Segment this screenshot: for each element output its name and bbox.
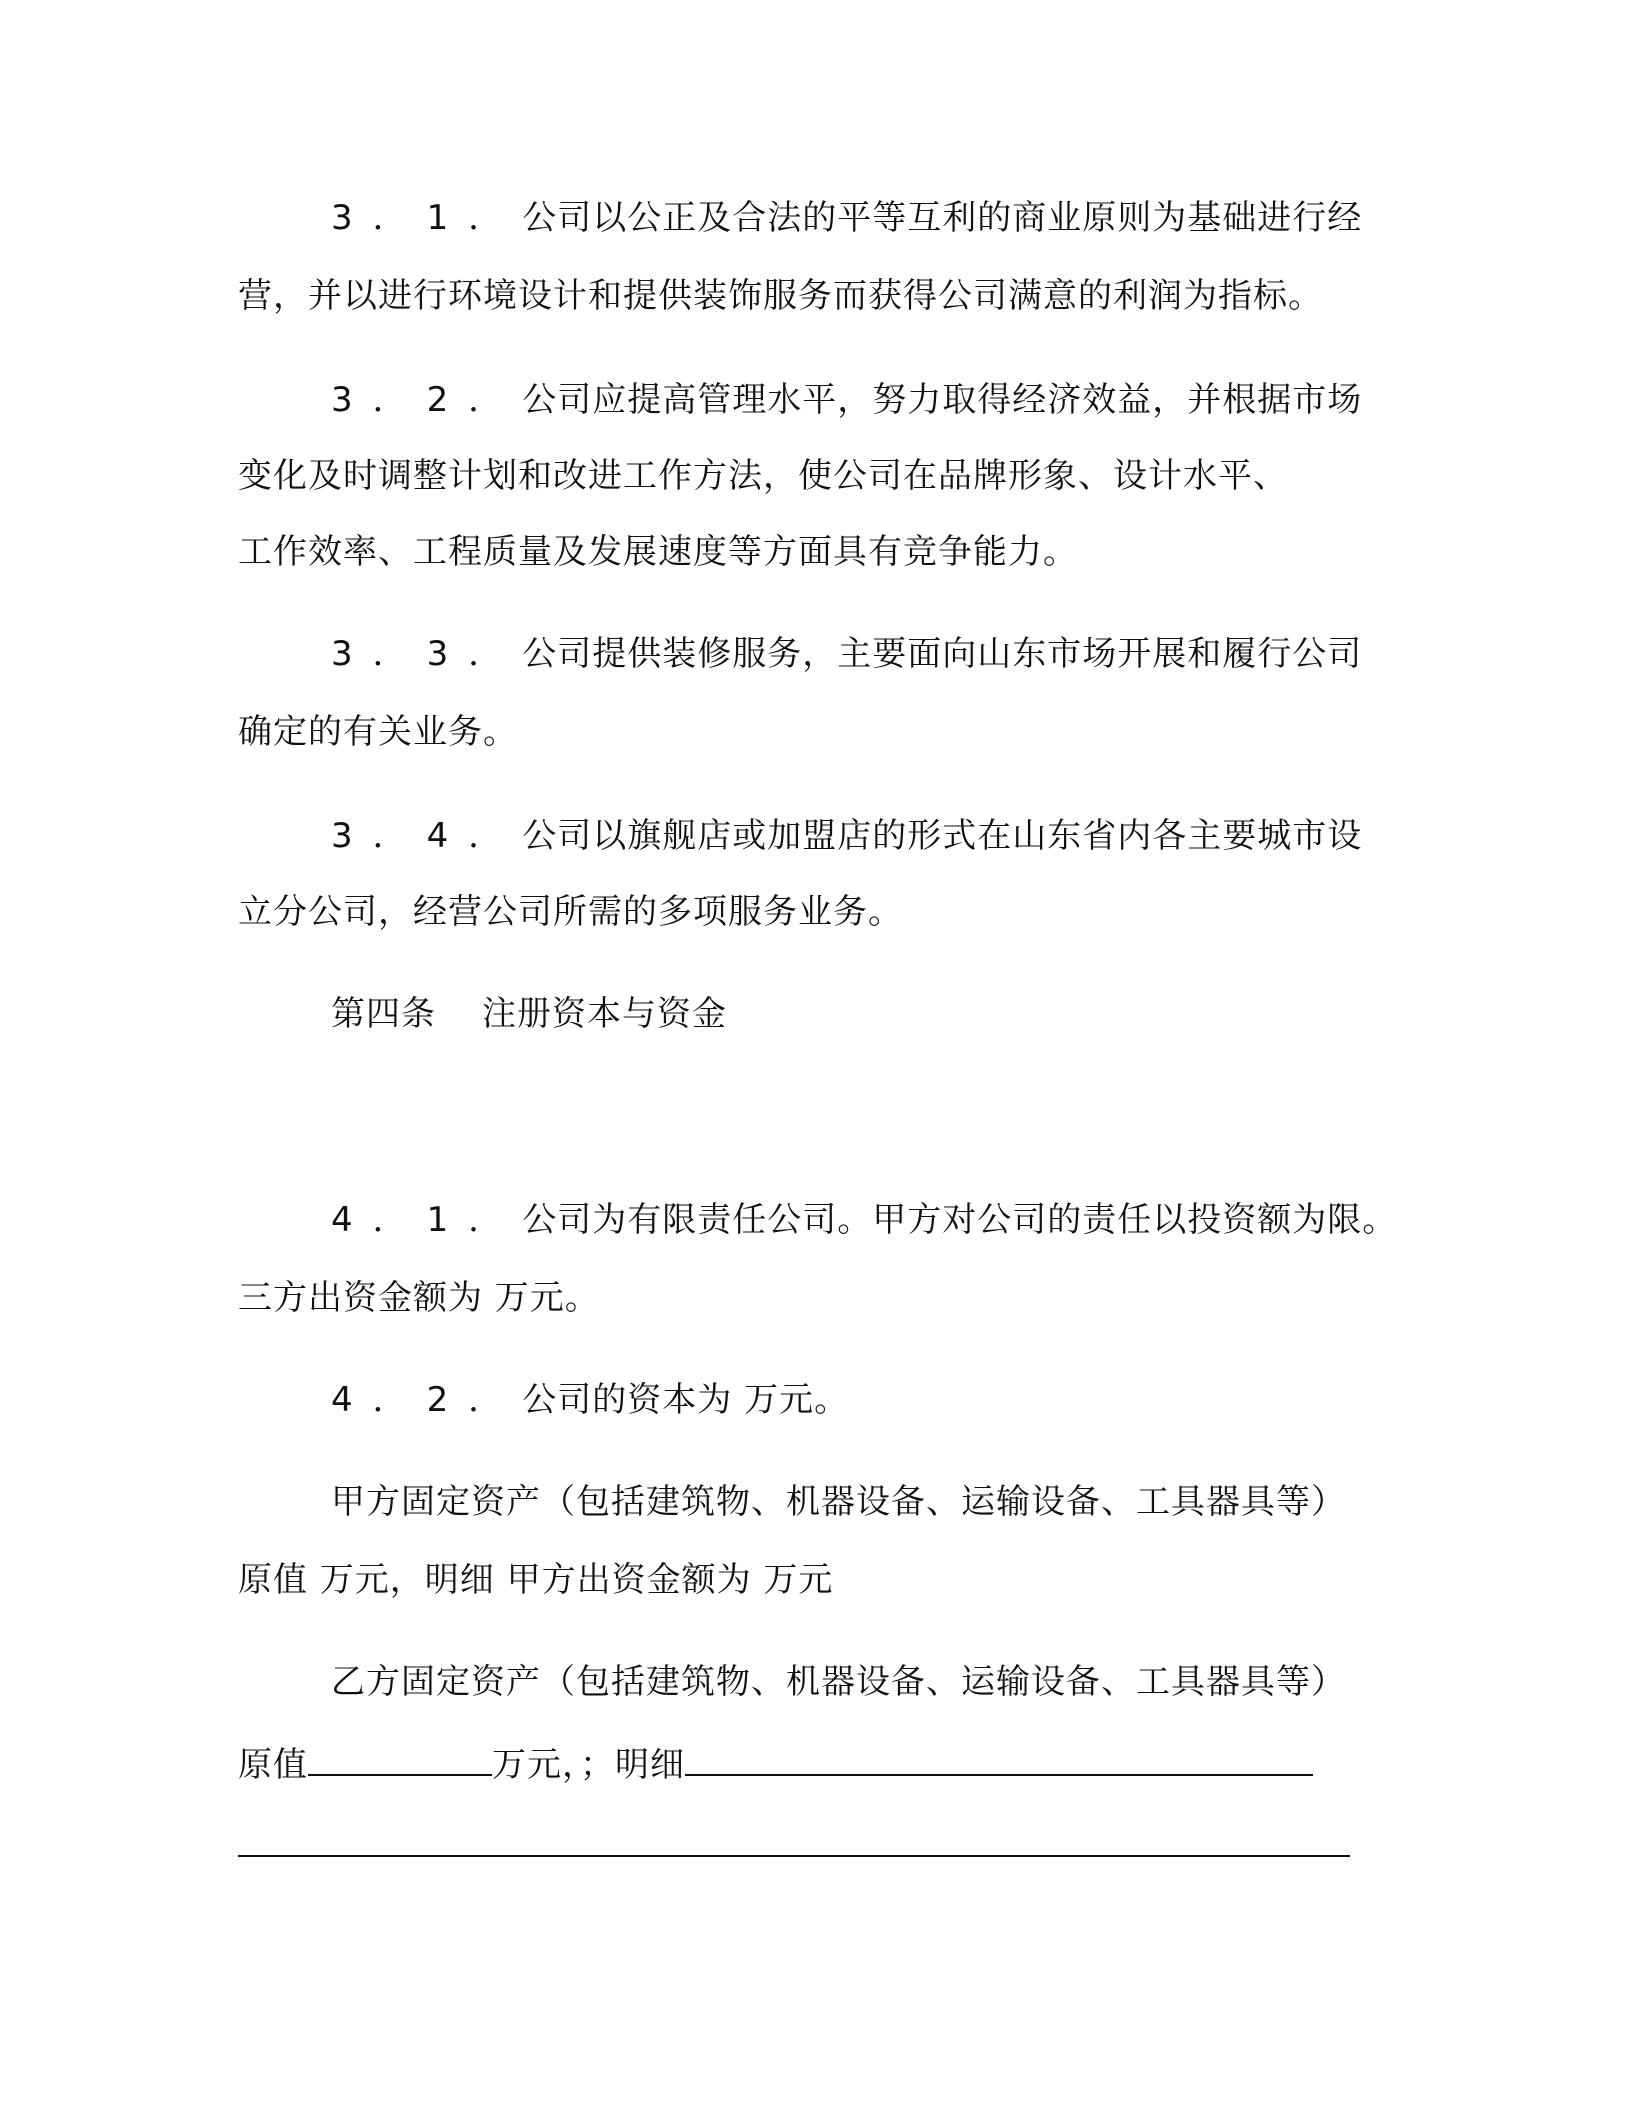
clause-text: 公司应提高管理水平，努力取得经济效益，并根据市场 — [522, 380, 1363, 420]
clause-4-1-line-1 — [331, 1200, 1397, 1240]
clause-3-1-line-2: 营，并以进行环境设计和提供装饰服务而获得公司满意的利润为指标。 — [238, 276, 1323, 316]
party-a-assets-line-2: 原值 万元，明细 甲方出资金额为 万元 — [238, 1560, 834, 1600]
clause-3-2-line-2: 变化及时调整计划和改进工作方法，使公司在品牌形象、设计水平、 — [238, 456, 1288, 496]
clause-3-3-line-2: 确定的有关业务。 — [238, 712, 518, 752]
detail-continuation-blank[interactable] — [238, 1855, 1350, 1857]
party-a-assets-line-1: 甲方固定资产（包括建筑物、机器设备、运输设备、工具器具等） — [331, 1482, 1346, 1522]
clause-3-2-line-1 — [331, 380, 1362, 420]
clause-3-2-line-3: 工作效率、工程质量及发展速度等方面具有竞争能力。 — [238, 532, 1078, 572]
clause-4-1-line-2: 三方出资金额为 万元。 — [238, 1278, 600, 1318]
clause-3-3-line-1 — [331, 634, 1362, 674]
article-4-heading — [331, 994, 727, 1034]
party-b-assets-line-1: 乙方固定资产（包括建筑物、机器设备、运输设备、工具器具等） — [331, 1662, 1346, 1702]
clause-number: 4．1． — [331, 1200, 523, 1240]
clause-number: 3．1． — [331, 198, 523, 238]
clause-text: 公司以公正及合法的平等互利的商业原则为基础进行经 — [522, 198, 1363, 238]
clause-text: 公司为有限责任公司。甲方对公司的责任以投资额为限。 — [522, 1200, 1398, 1240]
clause-number: 3．4． — [331, 816, 523, 856]
clause-3-4-line-1 — [331, 816, 1362, 856]
clause-text: 公司的资本为 万元。 — [522, 1380, 850, 1420]
clause-number: 3．2． — [331, 380, 523, 420]
party-b-assets-line-2 — [238, 1740, 1313, 1785]
article-title: 注册资本与资金 — [482, 994, 727, 1034]
article-label: 第四条 — [331, 994, 436, 1034]
original-value-label: 原值 — [238, 1745, 308, 1785]
original-value-blank[interactable] — [308, 1740, 492, 1776]
clause-text: 公司提供装修服务，主要面向山东市场开展和履行公司 — [522, 634, 1363, 674]
clause-text: 公司以旗舰店或加盟店的形式在山东省内各主要城市设 — [522, 816, 1363, 856]
clause-number: 3．3． — [331, 634, 523, 674]
clause-number: 4．2． — [331, 1380, 523, 1420]
unit-and-detail-label: 万元，；明细 — [492, 1745, 685, 1785]
clause-3-1-line-1 — [331, 198, 1362, 238]
clause-3-4-line-2: 立分公司，经营公司所需的多项服务业务。 — [238, 892, 903, 932]
detail-blank[interactable] — [685, 1740, 1313, 1776]
clause-4-2-line-1 — [331, 1380, 849, 1420]
